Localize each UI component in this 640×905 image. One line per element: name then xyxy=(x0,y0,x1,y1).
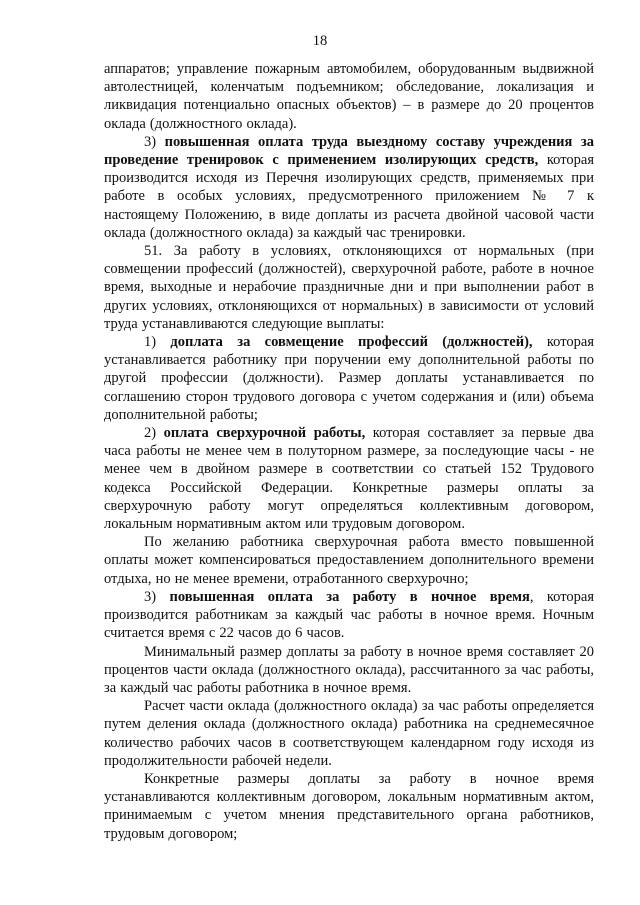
paragraph-item-3-night xyxy=(104,588,594,643)
paragraph-text: которая устанавливается работнику при поручении ему дополнительной работы по другой профессии (должности). Размер доплаты устанавливается по соглашению сторон трудового договора с учетом содержания и (или) объема дополнительной работы; xyxy=(104,334,594,423)
paragraph-item-2-overtime xyxy=(104,424,594,533)
paragraph-text: , которая производится работникам за каждый час работы в ночное время. Ночным считается время с 22 часов до 6 часов. xyxy=(104,588,594,642)
paragraph-text: Конкретные размеры доплаты за работу в ночное время устанавливаются коллективным договором, локальным нормативным актом, принимаемым с учетом мнения представительного органа работников, трудовым договором; xyxy=(104,770,594,842)
item-title: повышенная оплата труда выездному составу учреждения за проведение тренировок с применением изолирующих средств, xyxy=(104,133,594,169)
item-number: 1) xyxy=(144,334,171,351)
paragraph-continuation xyxy=(104,60,594,133)
item-title: доплата за совмещение профессий (должностей), xyxy=(170,334,533,351)
paragraph-text: которая составляет за первые два часа работы не менее чем в полуторном размере, за последующие часы - не менее чем в двойном размере в соответствии со статьей 152 Трудового кодекса Российской Федерации. Конкретные размеры оплаты за сверхурочную работу могут определяться коллективным договором, локальным нормативным актом или трудовым договором. xyxy=(104,425,594,533)
paragraph-night-minimum xyxy=(104,643,594,698)
paragraph-text: которая производится исходя из Перечня изолирующих средств, применяемых при работе в особых условиях, предусмотренного приложением № 7 к настоящему Положению, в виде доплаты из расчета двойной часовой части оклада (должностного оклада) за каждый час тренировки. xyxy=(104,152,594,241)
paragraph-hourly-calculation xyxy=(104,697,594,770)
paragraph-text: Расчет части оклада (должностного оклада) за час работы определяется путем деления оклада (должностного оклада) работника на среднемесячное количество рабочих часов в соответствующем календарном году исходя из продолжительности рабочей недели. xyxy=(104,698,594,769)
paragraph-item-1-combination xyxy=(104,333,594,424)
paragraph-overtime-compensation xyxy=(104,533,594,588)
document-body xyxy=(104,60,594,843)
paragraph-text: Минимальный размер доплаты за работу в ночное время составляет 20 процентов части оклада (должностного оклада), рассчитанного за час работы, за каждый час работы работника в ночное время. xyxy=(104,643,594,696)
item-number: 2) xyxy=(144,425,164,442)
paragraph-item-3-training xyxy=(104,133,594,242)
page-number: 18 xyxy=(312,33,328,49)
paragraph-text: 51. За работу в условиях, отклоняющихся от нормальных (при совмещении профессий (должностей), сверхурочной работе, работе в ночное время, выходные и нерабочие праздничные дни и при выполнении работ в других условиях, отклоняющихся от нормальных) в зависимости от условий труда устанавливаются следующие выплаты: xyxy=(104,243,594,332)
item-number: 3) xyxy=(144,133,165,150)
paragraph-text: аппаратов; управление пожарным автомобилем, оборудованным выдвижной автолестницей, коленчатым подъемником; обследование, локализация и ликвидация потенциально опасных объектов) – в размере до 20 процентов оклада (должностного оклада). xyxy=(104,61,594,132)
paragraph-text: По желанию работника сверхурочная работа вместо повышенной оплаты может компенсироваться предоставлением дополнительного времени отдыха, но не менее времени, отработанного сверхурочно; xyxy=(104,534,594,587)
item-title: повышенная оплата за работу в ночное время xyxy=(169,588,530,605)
paragraph-night-specific xyxy=(104,770,594,843)
paragraph-clause-51 xyxy=(104,242,594,333)
item-number: 3) xyxy=(144,588,170,605)
item-title: оплата сверхурочной работы, xyxy=(163,425,366,442)
